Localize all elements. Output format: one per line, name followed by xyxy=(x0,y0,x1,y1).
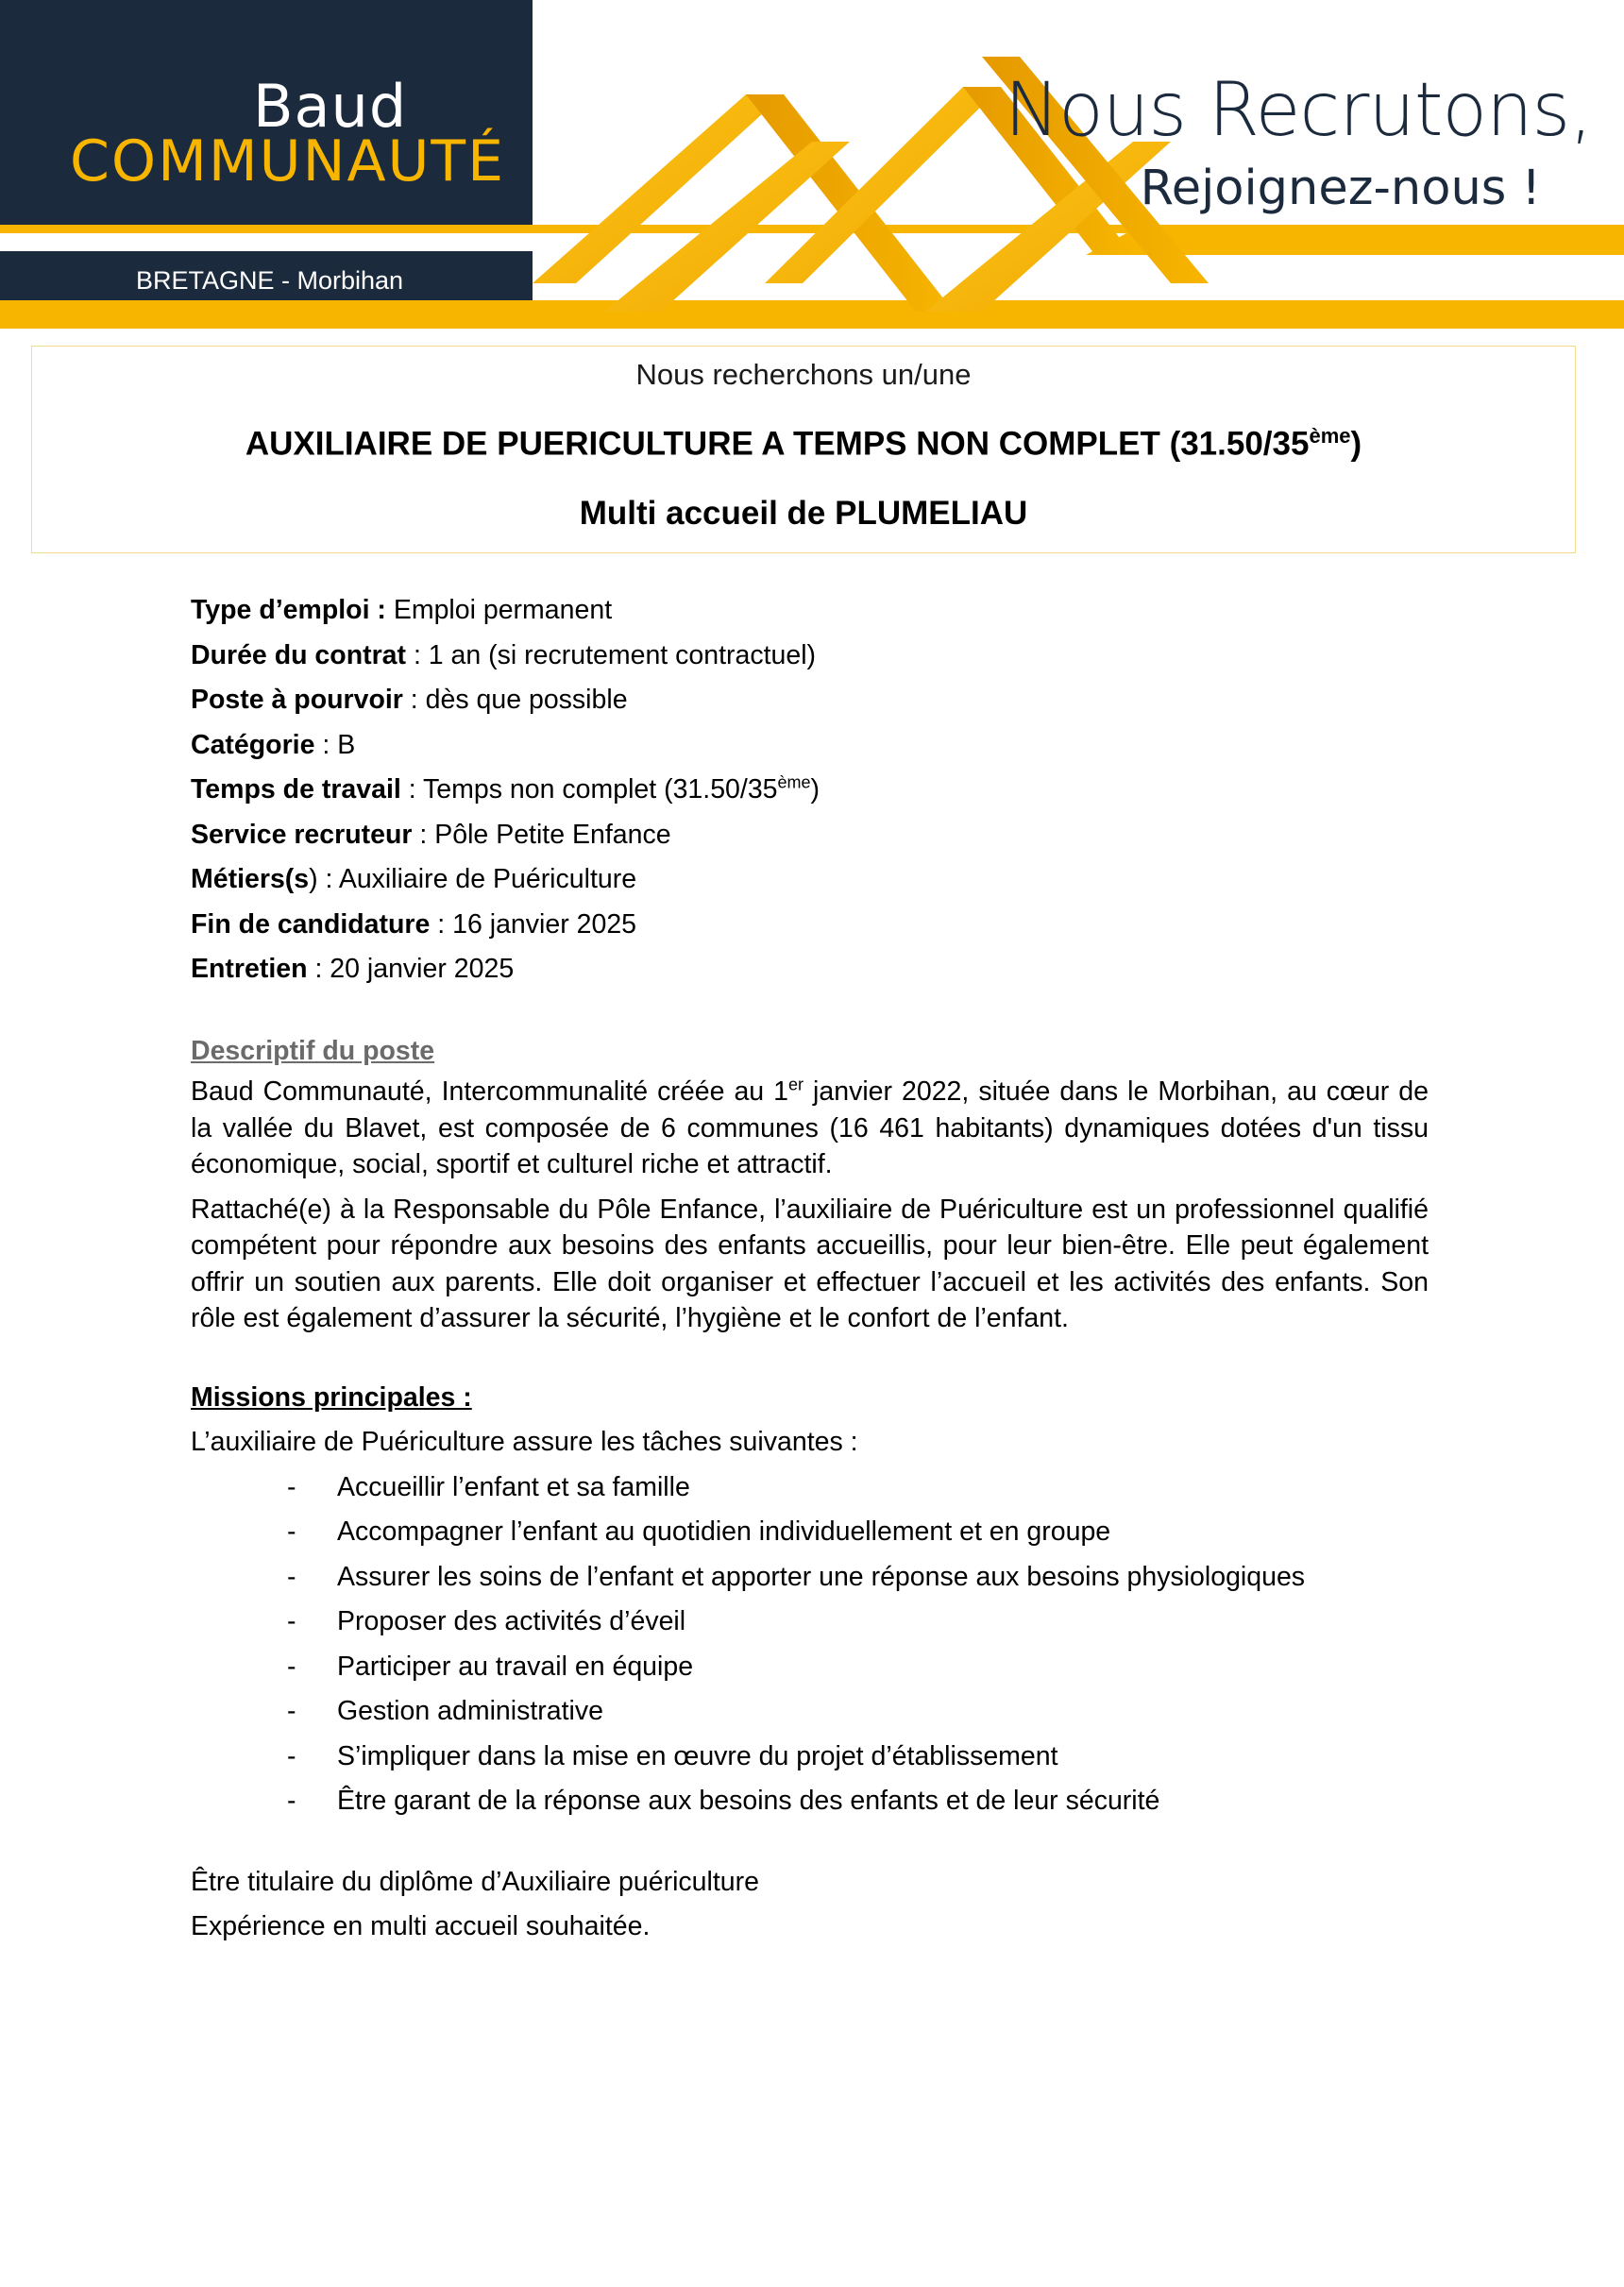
missions-intro: L’auxiliaire de Puériculture assure les tâches suivantes : xyxy=(191,1427,858,1457)
mission-text: S’impliquer dans la mise en œuvre du projet d’établissement xyxy=(337,1740,1058,1771)
info-row xyxy=(191,588,1429,634)
mission-item xyxy=(191,1779,1429,1824)
info-row xyxy=(191,813,1429,858)
slogan-subline: Rejoignez-nous ! xyxy=(1140,161,1541,216)
dash-bullet: - xyxy=(287,1696,296,1726)
requirement-experience: Expérience en multi accueil souhaitée. xyxy=(191,1911,651,1941)
info-list xyxy=(191,588,1429,992)
mission-item xyxy=(191,1555,1429,1601)
info-label: Type d’emploi : xyxy=(191,595,386,625)
mission-item xyxy=(191,1465,1429,1511)
slogan-headline: Nous Recrutons, xyxy=(1004,68,1592,153)
info-row xyxy=(191,857,1429,903)
descriptif-text: Baud Communauté, Intercommunalité créée au 1 xyxy=(191,1076,789,1107)
info-row xyxy=(191,903,1429,948)
job-location: Multi accueil de PLUMELIAU xyxy=(579,495,1028,532)
descriptif-sup: er xyxy=(788,1075,804,1094)
mission-text: Proposer des activités d’éveil xyxy=(337,1606,686,1636)
mission-item xyxy=(191,1600,1429,1645)
info-label: Service recruteur xyxy=(191,819,413,850)
descriptif-heading: Descriptif du poste xyxy=(191,1035,435,1066)
missions-list xyxy=(191,1465,1429,1824)
mission-item xyxy=(191,1645,1429,1690)
info-value: : Pôle Petite Enfance xyxy=(412,819,671,850)
info-value: : 20 janvier 2025 xyxy=(307,954,515,984)
job-title xyxy=(32,424,1575,464)
job-title-text: AUXILIAIRE DE PUERICULTURE A TEMPS NON COMPLET (31.50/35 xyxy=(245,425,1310,463)
dash-bullet: - xyxy=(287,1471,296,1502)
dash-bullet: - xyxy=(287,1516,296,1547)
info-value: ) : Auxiliaire de Puériculture xyxy=(309,864,637,894)
info-row xyxy=(191,678,1429,723)
info-value-end: ) xyxy=(810,774,820,805)
dash-bullet: - xyxy=(287,1740,296,1771)
requirement-diploma: Être titulaire du diplôme d’Auxiliaire puériculture xyxy=(191,1866,759,1897)
brand-logo-baud: Baud xyxy=(253,72,408,141)
requirements xyxy=(191,1860,1429,1950)
info-label: Poste à pourvoir xyxy=(191,685,403,715)
info-label: Temps de travail xyxy=(191,774,401,805)
job-description xyxy=(191,588,1429,1950)
info-value: : dès que possible xyxy=(402,685,628,715)
mission-item xyxy=(191,1689,1429,1735)
info-value: : 16 janvier 2025 xyxy=(430,908,637,940)
mission-text: Participer au travail en équipe xyxy=(337,1651,694,1682)
brand-region: BRETAGNE - Morbihan xyxy=(136,266,404,295)
dash-bullet: - xyxy=(287,1786,296,1816)
missions-heading: Missions principales : xyxy=(191,1381,472,1413)
info-label: Entretien xyxy=(191,954,308,984)
info-label: Métiers(s xyxy=(191,864,310,894)
job-title-box xyxy=(31,346,1576,553)
info-label: Durée du contrat xyxy=(191,639,407,670)
mission-text: Assurer les soins de l’enfant et apporter une réponse aux besoins physiologiques xyxy=(337,1561,1306,1592)
info-row xyxy=(191,723,1429,769)
mission-text: Accompagner l’enfant au quotidien individuellement et en groupe xyxy=(337,1516,1111,1547)
mission-item xyxy=(191,1735,1429,1780)
info-value: : Temps non complet (31.50/35 xyxy=(400,774,778,805)
descriptif-paragraph: Rattaché(e) à la Responsable du Pôle Enfance, l’auxiliaire de Puériculture est un professionnel qualifié compétent pour répondre aux besoins des enfants accueillis, pour leur bien-être. Elle peut également offrir un soutien aux parents. Elle doit organiser et effectuer l’accueil et les activités des enfants. Son rôle est également d’assurer la sécurité, l’hygiène et le confort de l’enfant. xyxy=(191,1194,1429,1333)
brand-logo-communaute: COMMUNAUTÉ xyxy=(70,128,505,195)
info-row xyxy=(191,634,1429,679)
dash-bullet: - xyxy=(287,1651,296,1682)
job-title-end: ) xyxy=(1350,425,1362,463)
descriptif-paragraph xyxy=(191,1074,1429,1183)
mission-text: Gestion administrative xyxy=(337,1696,603,1726)
job-intro: Nous recherchons un/une xyxy=(635,358,972,391)
dash-bullet: - xyxy=(287,1561,296,1592)
info-value: : B xyxy=(314,729,356,760)
info-row xyxy=(191,768,1429,813)
info-value: Emploi permanent xyxy=(385,595,613,625)
info-label: Fin de candidature xyxy=(191,908,431,940)
mission-text: Être garant de la réponse aux besoins des enfants et de leur sécurité xyxy=(337,1786,1160,1816)
job-title-sup: ème xyxy=(1309,424,1351,448)
descriptif-text: janvier 2022, située dans le Morbihan, au cœur de la vallée du Blavet, est composée de 6 communes (16 461 habitants) dynamiques dotées d'un tissu économique, social, sportif et culturel riche et attractif. xyxy=(191,1076,1429,1179)
info-row xyxy=(191,947,1429,992)
header-banner xyxy=(0,0,1624,330)
dash-bullet: - xyxy=(287,1606,296,1636)
info-sup: ème xyxy=(777,772,811,792)
info-value: : 1 an (si recrutement contractuel) xyxy=(406,639,817,670)
mission-text: Accueillir l’enfant et sa famille xyxy=(337,1471,690,1502)
info-label: Catégorie xyxy=(191,729,315,760)
mission-item xyxy=(191,1510,1429,1555)
